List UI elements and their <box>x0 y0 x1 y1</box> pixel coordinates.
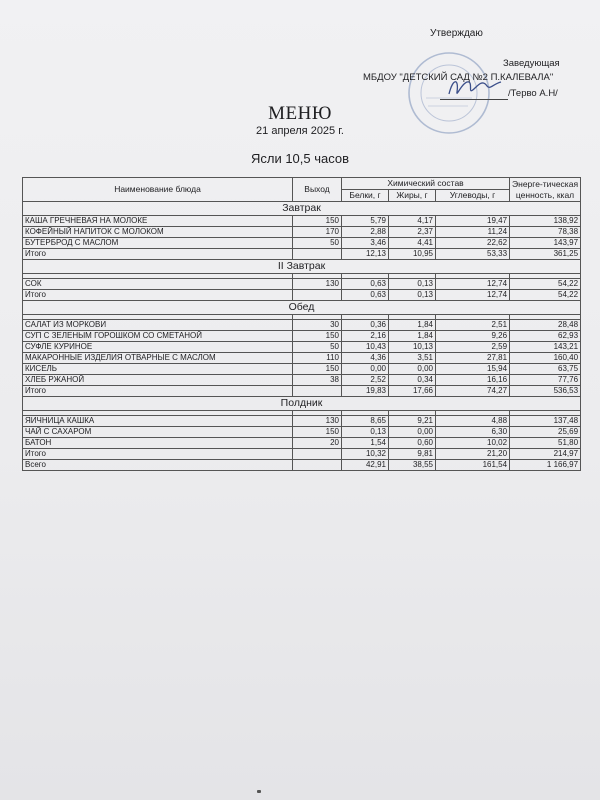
dish-name: СУП С ЗЕЛЕНЫМ ГОРОШКОМ СО СМЕТАНОЙ <box>23 331 293 342</box>
dish-yield: 150 <box>293 427 342 438</box>
total-yield <box>293 449 342 460</box>
section-row <box>23 202 581 216</box>
dish-yield: 150 <box>293 331 342 342</box>
dish-name: БАТОН <box>23 438 293 449</box>
dish-energy: 160,40 <box>510 353 581 364</box>
dish-energy: 137,48 <box>510 416 581 427</box>
total-protein: 12,13 <box>342 249 389 260</box>
column-header-dish: Наименование блюда <box>23 178 293 202</box>
dish-yield: 170 <box>293 227 342 238</box>
dish-carbs: 2,59 <box>436 342 510 353</box>
total-fat: 17,66 <box>389 386 436 397</box>
dish-protein: 2,52 <box>342 375 389 386</box>
total-yield <box>293 290 342 301</box>
total-label: Итого <box>23 449 293 460</box>
dish-carbs: 12,74 <box>436 279 510 290</box>
dish-fat: 0,00 <box>389 427 436 438</box>
table-row <box>23 353 581 364</box>
dish-protein: 0,13 <box>342 427 389 438</box>
signature-rule <box>440 99 508 100</box>
dish-yield: 130 <box>293 416 342 427</box>
dish-carbs: 27,81 <box>436 353 510 364</box>
dish-yield: 50 <box>293 342 342 353</box>
menu-date: 21 апреля 2025 г. <box>256 125 344 137</box>
table-row <box>23 331 581 342</box>
page-title: МЕНЮ <box>268 103 332 124</box>
dish-yield: 30 <box>293 320 342 331</box>
dish-name: КИСЕЛЬ <box>23 364 293 375</box>
total-energy: 536,53 <box>510 386 581 397</box>
menu-table <box>22 177 581 471</box>
dish-name: КАША ГРЕЧНЕВАЯ НА МОЛОКЕ <box>23 216 293 227</box>
dish-name: СОК <box>23 279 293 290</box>
grand-total-label: Всего <box>23 460 293 471</box>
grand-total-carbs: 161,54 <box>436 460 510 471</box>
table-row <box>23 375 581 386</box>
column-header-yield: Выход <box>293 178 342 202</box>
section-title: Обед <box>23 301 581 315</box>
total-energy: 214,97 <box>510 449 581 460</box>
total-fat: 0,13 <box>389 290 436 301</box>
dish-energy: 143,97 <box>510 238 581 249</box>
dish-protein: 0,63 <box>342 279 389 290</box>
total-carbs: 21,20 <box>436 449 510 460</box>
dish-yield: 150 <box>293 364 342 375</box>
dish-yield: 38 <box>293 375 342 386</box>
total-fat: 10,95 <box>389 249 436 260</box>
table-row <box>23 216 581 227</box>
signatory-name: /Терво А.Н/ <box>508 88 558 99</box>
dish-fat: 2,37 <box>389 227 436 238</box>
total-protein: 0,63 <box>342 290 389 301</box>
section-title: Полдник <box>23 397 581 411</box>
total-label: Итого <box>23 290 293 301</box>
dish-yield: 130 <box>293 279 342 290</box>
dish-fat: 3,51 <box>389 353 436 364</box>
dish-energy: 77,76 <box>510 375 581 386</box>
table-row <box>23 227 581 238</box>
dish-fat: 1,84 <box>389 320 436 331</box>
table-row <box>23 427 581 438</box>
total-row <box>23 290 581 301</box>
total-row <box>23 449 581 460</box>
total-carbs: 53,33 <box>436 249 510 260</box>
total-yield <box>293 386 342 397</box>
dish-protein: 1,54 <box>342 438 389 449</box>
dish-name: ЯИЧНИЦА КАШКА <box>23 416 293 427</box>
grand-total-energy: 1 166,97 <box>510 460 581 471</box>
total-fat: 9,81 <box>389 449 436 460</box>
dish-carbs: 10,02 <box>436 438 510 449</box>
table-row <box>23 342 581 353</box>
dish-carbs: 6,30 <box>436 427 510 438</box>
dish-fat: 4,17 <box>389 216 436 227</box>
dish-name: БУТЕРБРОД С МАСЛОМ <box>23 238 293 249</box>
dish-fat: 1,84 <box>389 331 436 342</box>
dish-carbs: 2,51 <box>436 320 510 331</box>
dish-protein: 8,65 <box>342 416 389 427</box>
dish-fat: 0,00 <box>389 364 436 375</box>
dish-energy: 28,48 <box>510 320 581 331</box>
dish-energy: 25,69 <box>510 427 581 438</box>
dish-energy: 54,22 <box>510 279 581 290</box>
table-row <box>23 416 581 427</box>
dish-name: СУФЛЕ КУРИНОЕ <box>23 342 293 353</box>
section-row <box>23 301 581 315</box>
total-protein: 19,83 <box>342 386 389 397</box>
dish-energy: 62,93 <box>510 331 581 342</box>
dish-carbs: 11,24 <box>436 227 510 238</box>
grand-total-row <box>23 460 581 471</box>
total-label: Итого <box>23 249 293 260</box>
position-label: Заведующая <box>503 58 560 69</box>
dish-fat: 4,41 <box>389 238 436 249</box>
speck <box>257 790 261 793</box>
approve-label: Утверждаю <box>430 28 483 39</box>
total-yield <box>293 249 342 260</box>
column-header-fat: Жиры, г <box>389 190 436 202</box>
menu-body <box>23 202 581 471</box>
dish-name: КОФЕЙНЫЙ НАПИТОК С МОЛОКОМ <box>23 227 293 238</box>
dish-protein: 2,88 <box>342 227 389 238</box>
dish-name: ЧАЙ С САХАРОМ <box>23 427 293 438</box>
table-row <box>23 238 581 249</box>
dish-energy: 63,75 <box>510 364 581 375</box>
total-energy: 361,25 <box>510 249 581 260</box>
total-label: Итого <box>23 386 293 397</box>
dish-protein: 4,36 <box>342 353 389 364</box>
total-row <box>23 249 581 260</box>
section-title: Завтрак <box>23 202 581 216</box>
dish-fat: 10,13 <box>389 342 436 353</box>
dish-name: ХЛЕБ РЖАНОЙ <box>23 375 293 386</box>
dish-yield: 150 <box>293 216 342 227</box>
dish-protein: 0,00 <box>342 364 389 375</box>
dish-name: САЛАТ ИЗ МОРКОВИ <box>23 320 293 331</box>
section-row <box>23 260 581 274</box>
section-row <box>23 397 581 411</box>
total-row <box>23 386 581 397</box>
grand-total-yield <box>293 460 342 471</box>
dish-yield: 110 <box>293 353 342 364</box>
dish-protein: 2,16 <box>342 331 389 342</box>
dish-carbs: 22,62 <box>436 238 510 249</box>
dish-carbs: 15,94 <box>436 364 510 375</box>
table-row <box>23 320 581 331</box>
dish-carbs: 9,26 <box>436 331 510 342</box>
dish-carbs: 4,88 <box>436 416 510 427</box>
total-carbs: 74,27 <box>436 386 510 397</box>
column-header-energy: Энерге-тическая ценность, ккал <box>510 178 581 202</box>
dish-fat: 9,21 <box>389 416 436 427</box>
column-header-protein: Белки, г <box>342 190 389 202</box>
section-title: II Завтрак <box>23 260 581 274</box>
table-row <box>23 438 581 449</box>
total-carbs: 12,74 <box>436 290 510 301</box>
dish-energy: 143,21 <box>510 342 581 353</box>
grand-total-protein: 42,91 <box>342 460 389 471</box>
dish-yield: 20 <box>293 438 342 449</box>
dish-energy: 78,38 <box>510 227 581 238</box>
dish-protein: 0,36 <box>342 320 389 331</box>
total-protein: 10,32 <box>342 449 389 460</box>
dish-carbs: 16,16 <box>436 375 510 386</box>
table-row <box>23 279 581 290</box>
dish-fat: 0,34 <box>389 375 436 386</box>
dish-energy: 138,92 <box>510 216 581 227</box>
total-energy: 54,22 <box>510 290 581 301</box>
column-header-chemical: Химический состав <box>342 178 510 190</box>
dish-protein: 10,43 <box>342 342 389 353</box>
dish-fat: 0,13 <box>389 279 436 290</box>
table-row <box>23 364 581 375</box>
dish-energy: 51,80 <box>510 438 581 449</box>
dish-protein: 3,46 <box>342 238 389 249</box>
group-label: Ясли 10,5 часов <box>250 151 350 166</box>
column-header-carbs: Углеводы, г <box>436 190 510 202</box>
dish-carbs: 19,47 <box>436 216 510 227</box>
dish-name: МАКАРОННЫЕ ИЗДЕЛИЯ ОТВАРНЫЕ С МАСЛОМ <box>23 353 293 364</box>
dish-fat: 0,60 <box>389 438 436 449</box>
organization-label: МБДОУ "ДЕТСКИЙ САД №2 П.КАЛЕВАЛА" <box>363 72 554 83</box>
grand-total-fat: 38,55 <box>389 460 436 471</box>
dish-yield: 50 <box>293 238 342 249</box>
dish-protein: 5,79 <box>342 216 389 227</box>
